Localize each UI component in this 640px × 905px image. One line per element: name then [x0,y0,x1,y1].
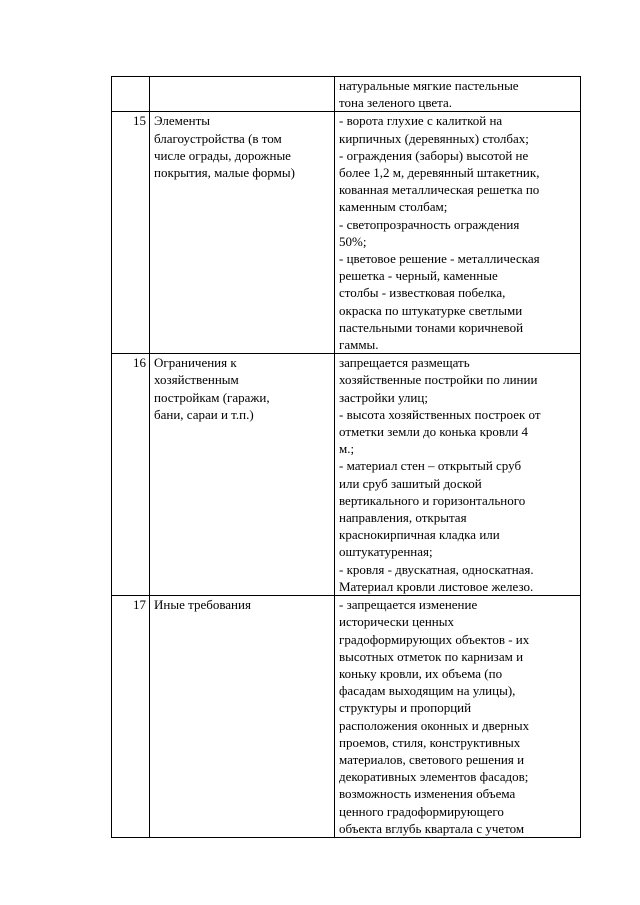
text-line: благоустройства (в том [154,130,282,146]
text-line: ценного градоформирующего [339,803,504,819]
row-requirements [335,77,581,112]
text-line: - запрещается изменение [339,597,478,613]
text-line: покрытия, малые формы) [154,165,295,181]
text-line: Материал кровли листовое железо. [339,578,534,594]
row-requirements [335,596,581,838]
text-line: тона зеленого цвета. [339,95,453,111]
text-line: исторически ценных [339,614,454,630]
row-name [150,354,335,596]
text-line: фасадам выходящим на улицы), [339,683,516,699]
requirements-table [111,76,581,838]
text-line: решетка - черный, каменные [339,268,498,284]
row-number: 15 [112,112,150,354]
text-line: пастельными тонами коричневой [339,319,524,335]
text-line: натуральные мягкие пастельные [339,78,519,93]
text-line: более 1,2 м, деревянный штакетник, [339,165,540,181]
text-line: материалов, светового решения и [339,751,525,767]
table-row [112,596,581,838]
text-line: структуры и пропорций [339,700,472,716]
row-name [150,596,335,838]
text-line: хозяйственным [154,372,239,388]
text-line: Ограничения к [154,355,237,371]
text-line: бани, сараи и т.п.) [154,406,254,422]
text-line: застройки улиц; [339,389,428,405]
row-name [150,112,335,354]
text-line: запрещается размещать [339,355,470,371]
row-number [112,77,150,112]
text-line: - цветовое решение - металлическая [339,251,540,267]
text-line: кирпичных (деревянных) столбах; [339,130,529,146]
text-line: возможность изменения объема [339,786,516,802]
text-line: Иные требования [154,597,251,613]
text-line: столбы - известковая побелка, [339,285,506,301]
text-line: - светопрозрачность ограждения [339,216,520,232]
text-line: - кровля - двускатная, односкатная. [339,561,534,577]
text-line: декоративных элементов фасадов; [339,769,529,785]
table-row [112,77,581,112]
text-line: расположения оконных и дверных [339,717,530,733]
text-line: 50%; [339,233,367,249]
text-line: - высота хозяйственных построек от [339,406,541,422]
text-line: градоформирующих объектов - их [339,631,530,647]
text-line: направления, открытая [339,510,467,526]
row-number: 16 [112,354,150,596]
text-line: проемов, стиля, конструктивных [339,734,521,750]
text-line: коньку кровли, их объема (по [339,665,503,681]
text-line: гаммы. [339,337,379,353]
text-line: каменным столбам; [339,199,448,215]
row-requirements [335,354,581,596]
table-row [112,354,581,596]
table-row [112,112,581,354]
text-line: краснокирпичная кладка или [339,527,500,543]
text-line: числе ограды, дорожные [154,147,291,163]
row-requirements [335,112,581,354]
text-line: кованная металлическая решетка по [339,182,540,198]
text-line: м.; [339,441,355,457]
row-name [150,77,335,112]
text-line: высотных отметок по карнизам и [339,648,524,664]
text-line: или сруб зашитый доской [339,475,482,491]
text-line: отметки земли до конька кровли 4 [339,424,529,440]
table-body [112,77,581,838]
text-line: объекта вглубь квартала с учетом [339,820,525,836]
text-line: оштукатуренная; [339,544,433,560]
text-line: окраска по штукатурке светлыми [339,302,523,318]
text-line: - ворота глухие с калиткой на [339,113,503,129]
row-number: 17 [112,596,150,838]
text-line: - ограждения (заборы) высотой не [339,147,529,163]
text-line: хозяйственные постройки по линии [339,372,538,388]
text-line: Элементы [154,113,211,129]
text-line: постройкам (гаражи, [154,389,270,405]
text-line: - материал стен – открытый сруб [339,458,522,474]
text-line: вертикального и горизонтального [339,492,526,508]
